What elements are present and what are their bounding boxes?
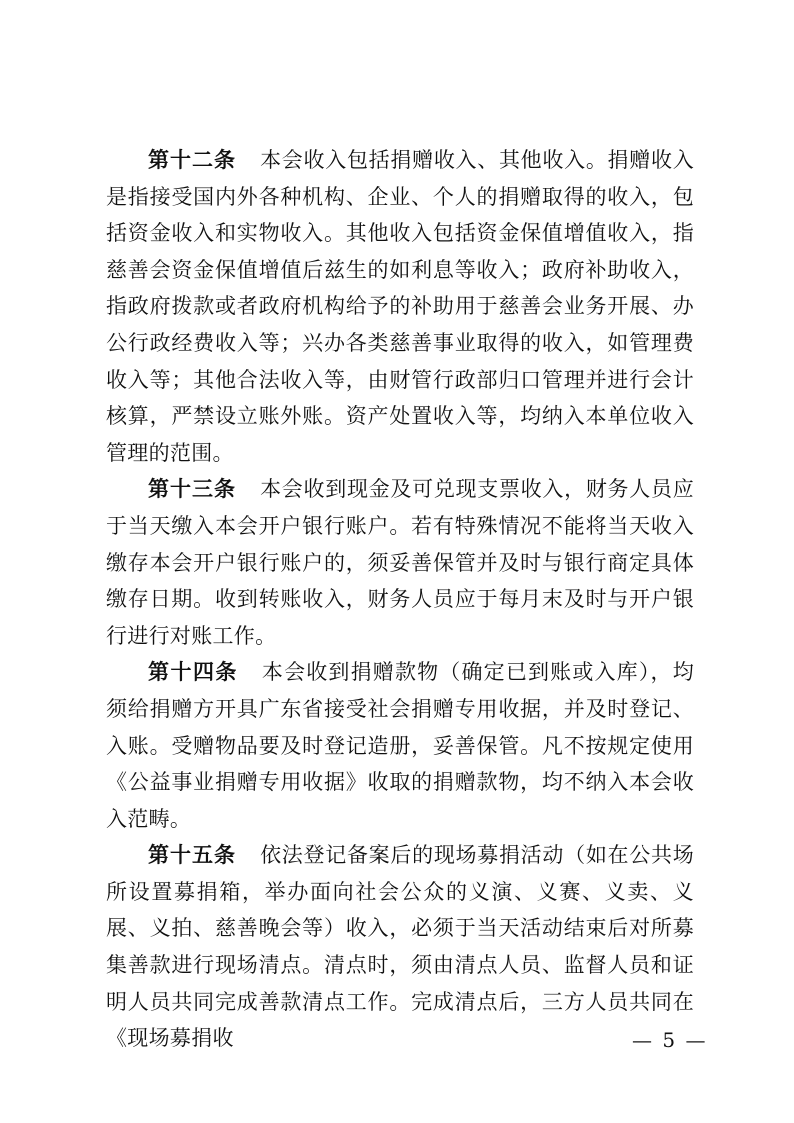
article-15 — [106, 837, 694, 1057]
article-14-text: 本会收到捐赠款物（确定已到账或入库），均须给捐赠方开具广东省接受社会捐赠专用收据，并及时登记、入账。受赠物品要及时登记造册，妥善保管。凡不按规定使用《公益事业捐赠专用收据》收取的捐赠款物，均不纳入本会收入范畴。 — [106, 660, 695, 831]
article-14-heading: 第十四条 — [148, 660, 238, 685]
document-body — [106, 142, 694, 1057]
article-12 — [106, 142, 694, 471]
article-12-heading: 第十二条 — [148, 148, 237, 172]
article-13-text: 本会收到现金及可兑现支票收入，财务人员应于当天缴入本会开户银行账户。若有特殊情况不能将当天收入缴存本会开户银行账户的，须妥善保管并及时与银行商定具体缴存日期。收到转账收入，财务人员应于每月末及时与开户银行进行对账工作。 — [106, 477, 695, 648]
article-13 — [106, 471, 694, 654]
article-15-text: 依法登记备案后的现场募捐活动（如在公共场所设置募捐箱，举办面向社会公众的义演、义赛、义卖、义展、义拍、慈善晚会等）收入，必须于当天活动结束后对所募集善款进行现场清点。清点时，须由清点人员、监督人员和证明人员共同完成善款清点工作。完成清点后，三方人员共同在《现场募捐收 — [106, 843, 695, 1051]
article-13-heading: 第十三条 — [148, 477, 237, 502]
article-15-heading: 第十五条 — [148, 843, 237, 868]
article-14 — [106, 654, 694, 837]
article-12-text: 本会收入包括捐赠收入、其他收入。捐赠收入是指接受国内外各种机构、企业、个人的捐赠取得的收入，包括资金收入和实物收入。其他收入包括资金保值增值收入，指慈善会资金保值增值后兹生的如利息等收入；政府补助收入，指政府拨款或者政府机构给予的补助用于慈善会业务开展、办公行政经费收入等；兴办各类慈善事业取得的收入，如管理费收入等；其他合法收入等，由财管行政部归口管理并进行会计核算，严禁设立账外账。资产处置收入等，均纳入本单位收入管理的范围。 — [106, 148, 695, 465]
page-number: — 5 — — [632, 1028, 708, 1052]
